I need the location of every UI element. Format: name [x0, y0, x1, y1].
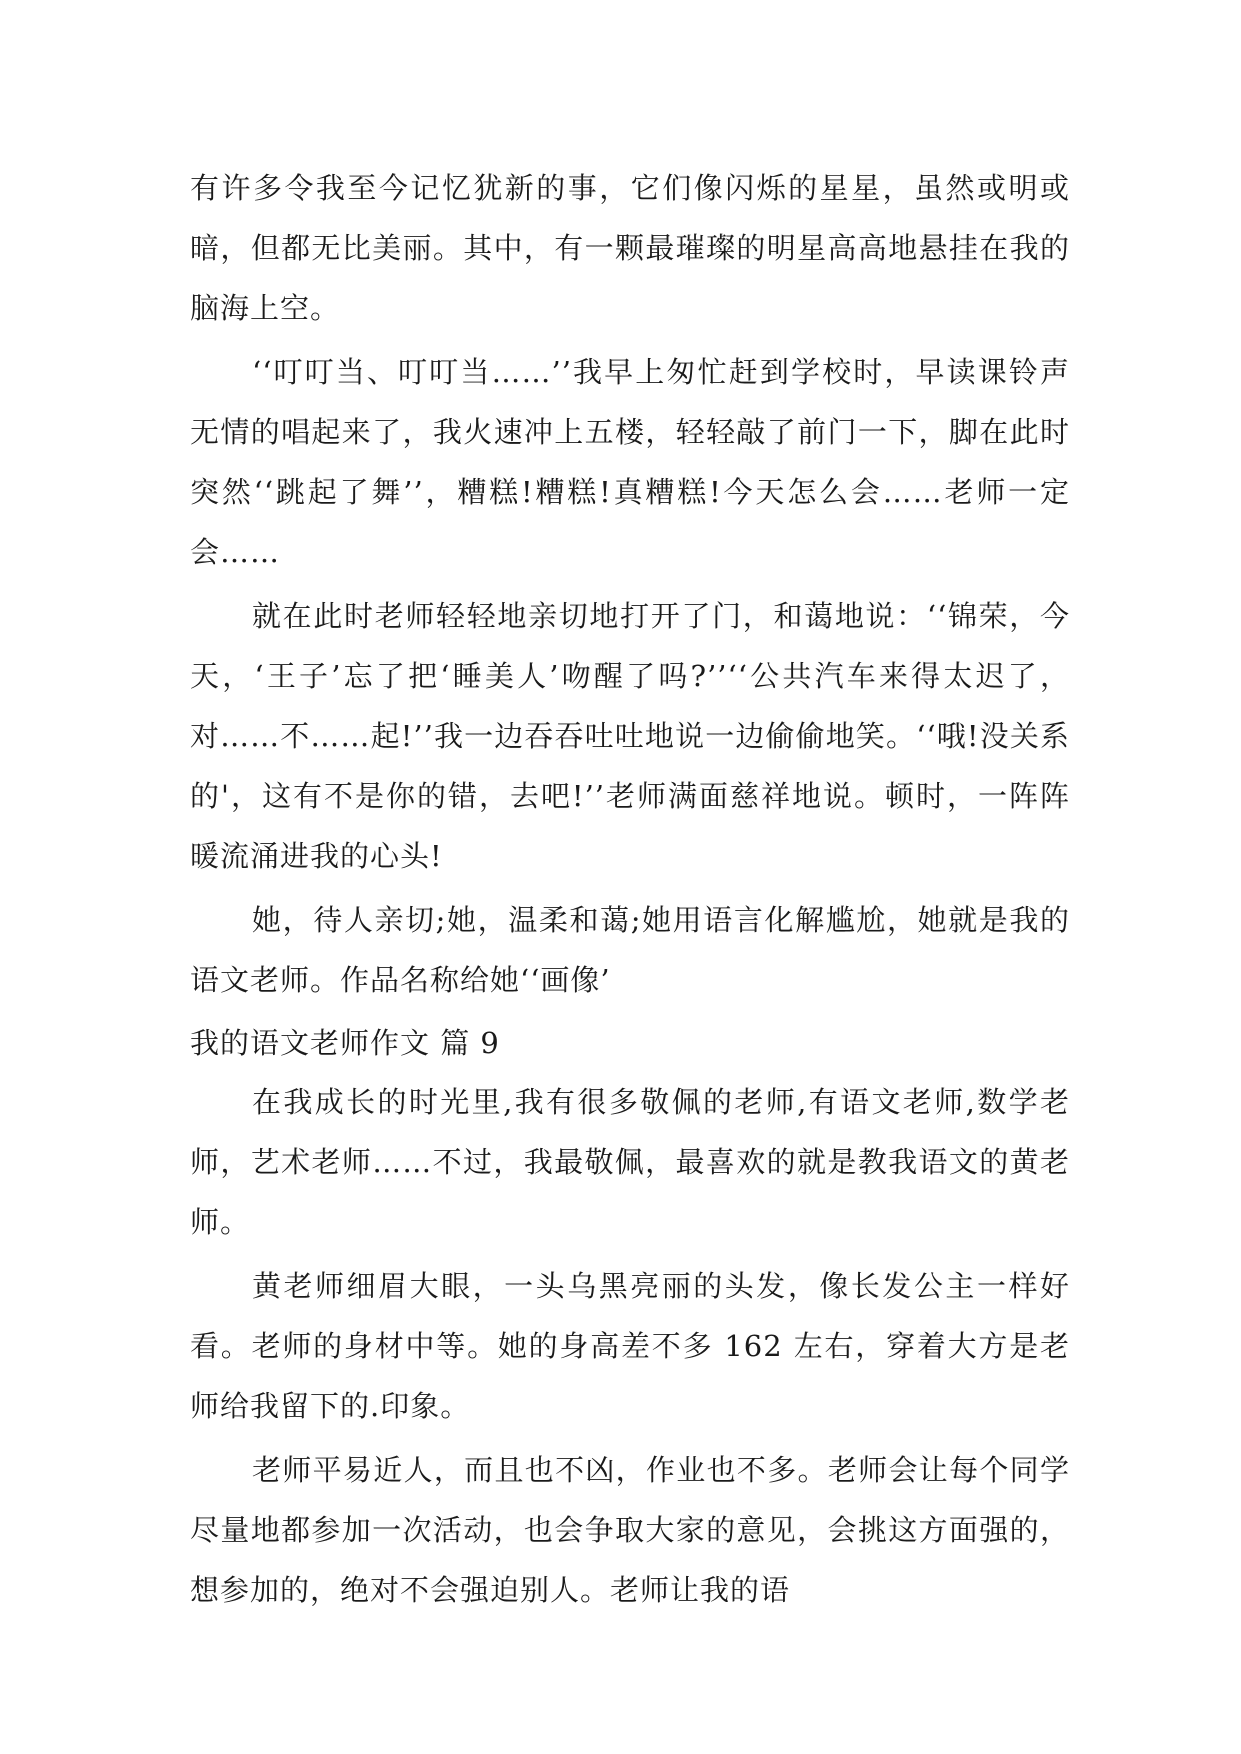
- paragraph-3: 就在此时老师轻轻地亲切地打开了门，和蔼地说：‘‘锦荣，今天，‘王子’忘了把‘睡美人’吻醒了吗?’’‘‘公共汽车来得太迟了，对……不……起!’’我一边吞吞吐吐地说一边偷偷地笑。‘‘哦!没关系的'，这有不是你的错，去吧!’’老师满面慈祥地说。顿时，一阵阵暖流涌进我的心头!: [190, 599, 1070, 873]
- document-body: [190, 158, 1070, 1624]
- section-heading: 我的语文老师作文 篇 9: [190, 1026, 500, 1060]
- paragraph-5: 在我成长的时光里,我有很多敬佩的老师,有语文老师,数学老师，艺术老师……不过，我最敬佩，最喜欢的就是教我语文的黄老师。: [190, 1085, 1070, 1239]
- paragraph-7: 老师平易近人，而且也不凶，作业也不多。老师会让每个同学尽量地都参加一次活动，也会争取大家的意见，会挑这方面强的，想参加的，绝对不会强迫别人。老师让我的语: [190, 1453, 1070, 1607]
- paragraph-4: 她，待人亲切;她，温柔和蔼;她用语言化解尴尬，她就是我的语文老师。作品名称给她‘‘画像’: [190, 903, 1070, 997]
- paragraph-2: ‘‘叮叮当、叮叮当……’’我早上匆忙赶到学校时，早读课铃声无情的唱起来了，我火速冲上五楼，轻轻敲了前门一下，脚在此时突然‘‘跳起了舞’’，糟糕!糟糕!真糟糕!今天怎么会……老师一定会……: [190, 355, 1070, 569]
- paragraph-1: 有许多令我至今记忆犹新的事，它们像闪烁的星星，虽然或明或暗，但都无比美丽。其中，有一颗最璀璨的明星高高地悬挂在我的脑海上空。: [190, 171, 1070, 325]
- paragraph-6: 黄老师细眉大眼，一头乌黑亮丽的头发，像长发公主一样好看。老师的身材中等。她的身高差不多 162 左右，穿着大方是老师给我留下的.印象。: [190, 1269, 1070, 1423]
